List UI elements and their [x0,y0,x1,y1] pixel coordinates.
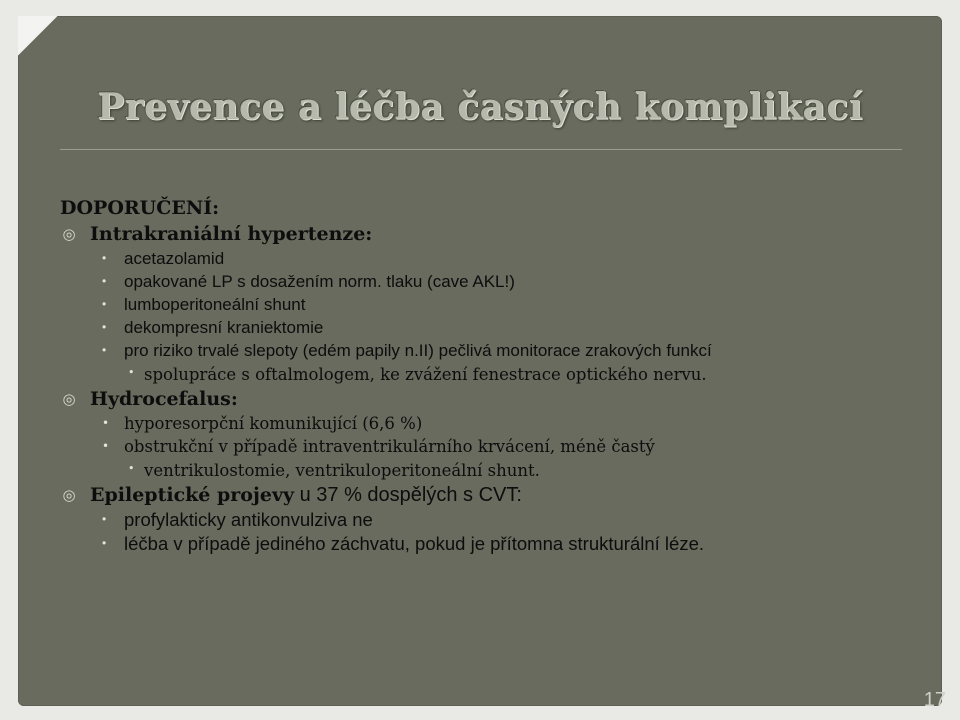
list-item [60,317,920,338]
list-item-text: pro riziko trvalé slepoty (edém papily n.II) pečlivá monitorace zrakových funkcí [124,341,712,360]
list-item [60,436,920,457]
list-item-text: profylakticky antikonvulziva ne [124,509,373,530]
section-hydrocephalus [60,387,920,411]
bullet-icon: • [102,439,110,453]
list-item-text: opakované LP s dosažením norm. tlaku (cave AKL!) [124,272,515,291]
section-bullet-icon: ◎ [62,390,76,408]
list-item [60,413,920,434]
list-item-text: acetazolamid [124,249,225,268]
sub-list-item [60,460,920,481]
page-number: 17 [923,689,946,711]
bullet-icon: • [102,536,107,550]
section-bullet-icon: ◎ [62,225,76,243]
bullet-icon: • [128,462,135,475]
list-item-text: dekompresní kraniektomie [124,318,324,337]
list-item-text: lumboperitoneální shunt [124,295,306,314]
bullet-icon: • [128,366,135,379]
sub-list-item [60,364,920,385]
sub-list-item-text: ventrikulostomie, ventrikuloperitoneální shunt. [144,461,540,480]
sub-list-item-text: spolupráce s oftalmologem, ke zvážení fenestrace optického nervu. [144,365,707,384]
list-item-text: hyporesorpční komunikující (6,6 %) [124,414,423,433]
bullet-icon: • [102,297,107,311]
section-title: Hydrocefalus: [90,388,238,410]
list-item [60,271,920,292]
slide-content [60,196,920,555]
section-bullet-icon: ◎ [62,486,76,504]
list-item [60,248,920,269]
section-intracranial-hypertension [60,222,920,246]
list-item-text: obstrukční v případě intraventrikulárního krvácení, méně častý [124,437,655,456]
section-title: Epileptické projevy [90,484,295,506]
bullet-icon: • [102,251,107,265]
section-epileptic-manifestations [60,483,920,507]
title-divider [60,149,902,150]
bullet-icon: • [102,416,110,430]
bullet-icon: • [102,320,107,334]
section-title: Intrakraniální hypertenze: [90,223,373,245]
slide-title: Prevence a léčba časných komplikací [97,86,863,128]
list-item [60,294,920,315]
section-title-rest: u 37 % dospělých s CVT: [294,484,522,506]
recommendation-heading: DOPORUČENÍ: [60,197,220,219]
list-item [60,509,920,531]
slide-corner-fold [18,16,58,56]
list-item [60,533,864,555]
bullet-icon: • [102,343,107,357]
bullet-icon: • [102,512,107,526]
bullet-icon: • [102,274,107,288]
list-item-text: léčba v případě jediného záchvatu, pokud je přítomna strukturální léze. [124,533,705,554]
list-item [60,340,824,361]
